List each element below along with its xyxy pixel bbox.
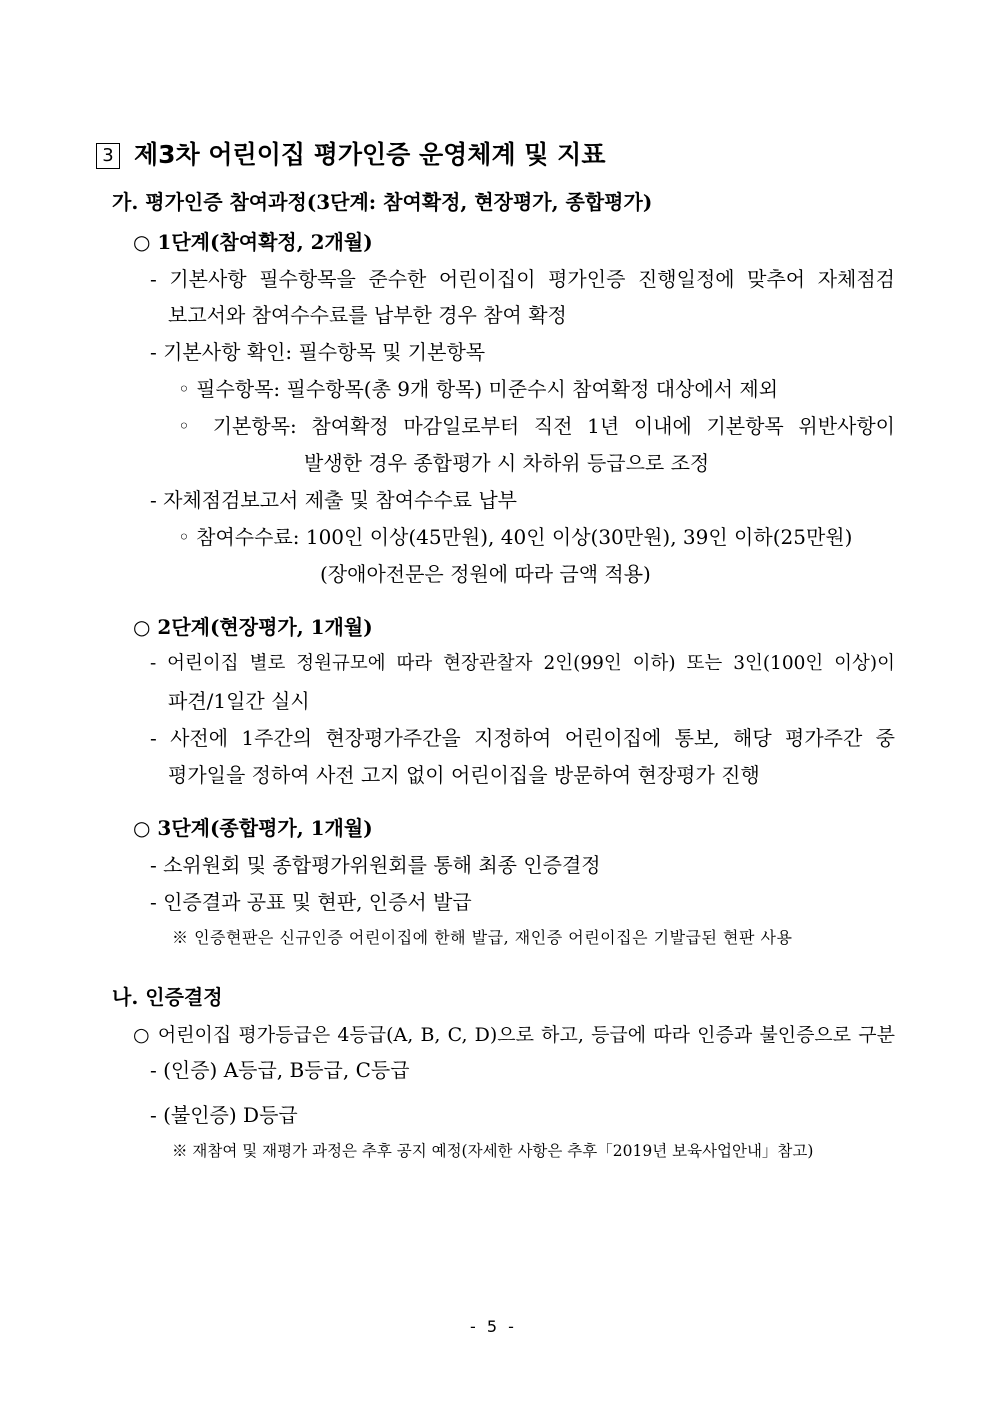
step1-sub2-line2: 발생한 경우 종합평가 시 차하위 등급으로 조정 xyxy=(304,451,710,475)
step3-item2: - 인증결과 공표 및 현판, 인증서 발급 xyxy=(150,890,472,914)
page-title xyxy=(96,138,605,172)
step1-item1-line2: 보고서와 참여수수료를 납부한 경우 참여 확정 xyxy=(168,303,567,327)
section-b-bullet: ○ 어린이집 평가등급은 4등급(A, B, C, D)으로 하고, 등급에 따라 인증과 불인증으로 구분 xyxy=(133,1024,895,1046)
step2-item2-line2: 평가일을 정하여 사전 고지 없이 어린이집을 방문하여 현장평가 진행 xyxy=(168,763,760,787)
title-text: 제3차 어린이집 평가인증 운영체계 및 지표 xyxy=(134,140,606,169)
step1-item3: - 자체점검보고서 제출 및 참여수수료 납부 xyxy=(150,488,517,512)
page-number: - 5 - xyxy=(470,1317,517,1336)
step1-item2: - 기본사항 확인: 필수항목 및 기본항목 xyxy=(150,340,486,364)
step2-item1-line2: 파견/1일간 실시 xyxy=(168,689,310,713)
step2-heading: ○ 2단계(현장평가, 1개월) xyxy=(133,615,373,639)
step3-note: ※ 인증현판은 신규인증 어린이집에 한해 발급, 재인증 어린이집은 기발급된 현판 사용 xyxy=(172,928,793,947)
step3-heading: ○ 3단계(종합평가, 1개월) xyxy=(133,816,373,840)
step3-item1: - 소위원회 및 종합평가위원회를 통해 최종 인증결정 xyxy=(150,853,601,877)
section-b-note: ※ 재참여 및 재평가 과정은 추후 공지 예정(자세한 사항은 추후「2019년 보육사업안내」참고) xyxy=(172,1142,814,1160)
step1-sub3-line1: ◦ 참여수수료: 100인 이상(45만원), 40인 이상(30만원), 39인 이하(25만원) xyxy=(178,525,853,549)
step1-sub1: ◦ 필수항목: 필수항목(총 9개 항목) 미준수시 참여확정 대상에서 제외 xyxy=(178,377,779,401)
section-b-item2: - (불인증) D등급 xyxy=(150,1103,298,1127)
step1-item1-line1: - 기본사항 필수항목을 준수한 어린이집이 평가인증 진행일정에 맞추어 자체점검 xyxy=(150,267,895,291)
section-b-heading: 나. 인증결정 xyxy=(112,985,223,1009)
section-b-item1: - (인증) A등급, B등급, C등급 xyxy=(150,1058,410,1082)
step2-item2-line1: - 사전에 1주간의 현장평가주간을 지정하여 어린이집에 통보, 해당 평가주간 중 xyxy=(150,726,895,750)
step1-sub2-line1: ◦ 기본항목: 참여확정 마감일로부터 직전 1년 이내에 기본항목 위반사항이 xyxy=(178,414,895,438)
step2-item1-line1: - 어린이집 별로 정원규모에 따라 현장관찰자 2인(99인 이하) 또는 3인(100인 이상)이 xyxy=(150,653,895,674)
title-number-box: 3 xyxy=(96,143,120,169)
step1-heading: ○ 1단계(참여확정, 2개월) xyxy=(133,230,373,254)
section-a-heading: 가. 평가인증 참여과정(3단계: 참여확정, 현장평가, 종합평가) xyxy=(112,190,653,214)
step1-sub3-line2: (장애아전문은 정원에 따라 금액 적용) xyxy=(320,562,651,586)
